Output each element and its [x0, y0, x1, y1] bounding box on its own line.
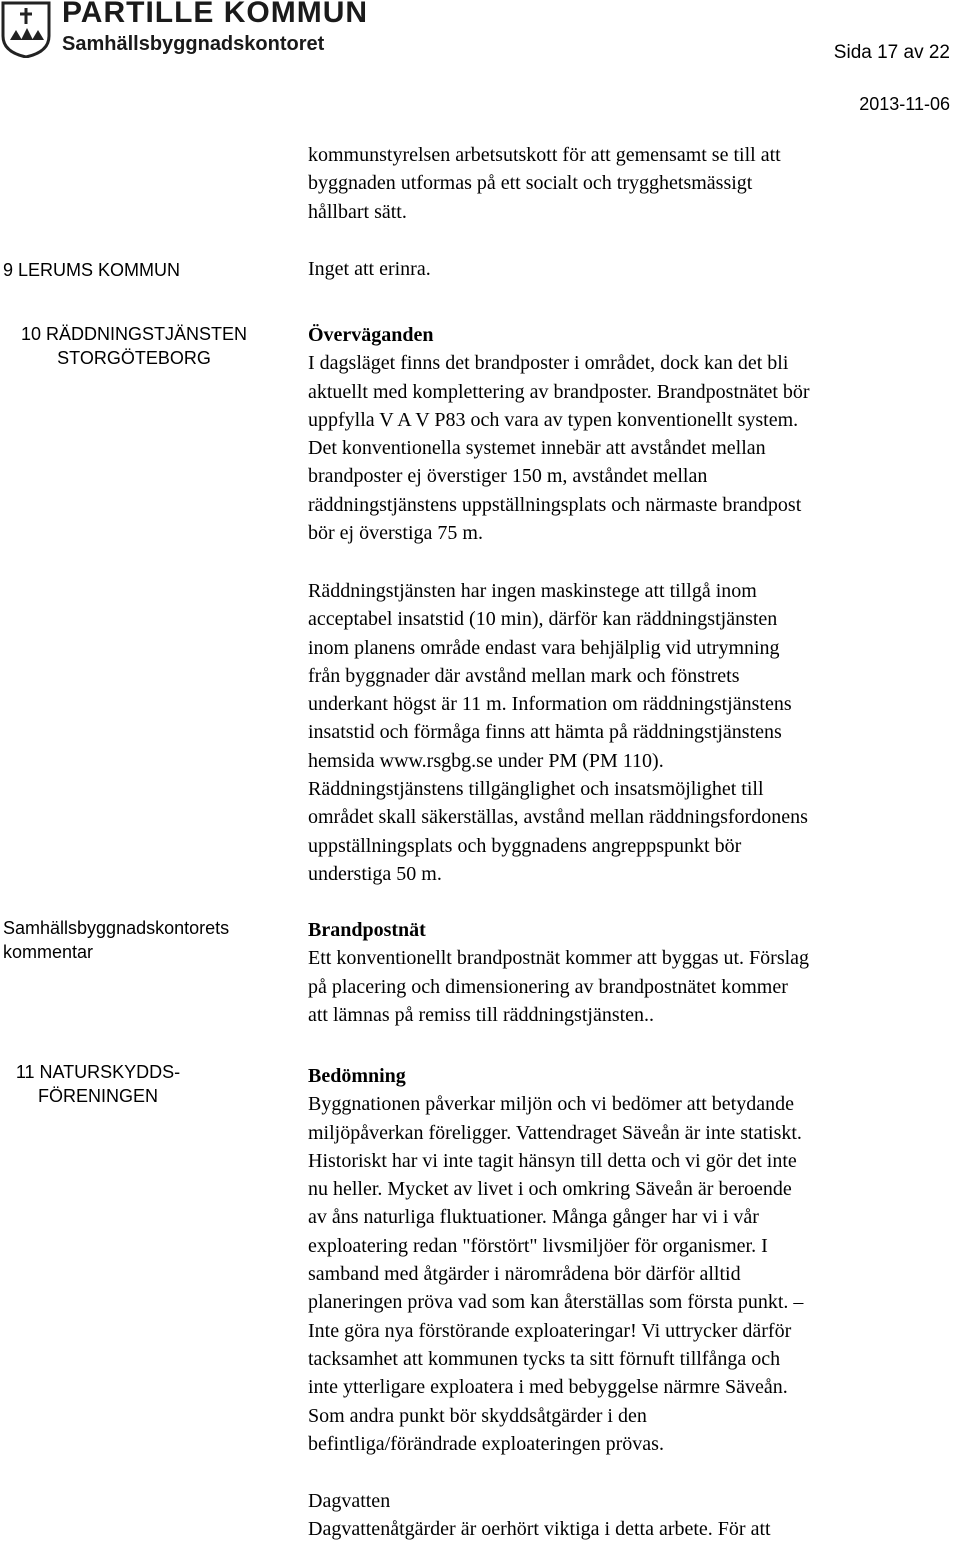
label-line: FÖRENINGEN [37, 1086, 158, 1106]
text-line: acceptabel insatstid (10 min), därför kan räddningstjänsten [308, 608, 778, 631]
text-line: samband med åtgärder i närområdena bör därför alltid [308, 1263, 741, 1286]
label-line: STORGÖTEBORG [57, 348, 211, 368]
text-line: Räddningstjänsten har ingen maskinstege att tillgå inom [308, 580, 757, 602]
page-info: Sida 17 av 22 [833, 42, 950, 63]
text-line: uppfylla V A V P83 och vara av typen konventionellt system. [308, 408, 799, 431]
text-line: att lämnas på remiss till räddningstjänsten.. [308, 1003, 655, 1026]
text-line: hemsida www.rsgbg.se under PM (PM 110). [308, 749, 664, 772]
text-line: tacksamhet att kommunen tycks ta sitt förnuft tillfånga och [308, 1347, 781, 1370]
text-line: Inte göra nya förstörande exploateringar! Vi uttrycker därför [308, 1319, 792, 1342]
dept-name: Samhällsbyggnadskontoret [62, 33, 325, 55]
text-line: räddningstjänstens uppställningsplats och närmaste brandpost [308, 493, 802, 516]
dagvatten-section [308, 1487, 948, 1544]
natur-section [308, 1062, 948, 1458]
section-subheading: Dagvatten [308, 1490, 391, 1512]
rsg-section [308, 321, 948, 547]
document-date: 2013-11-06 [859, 94, 950, 114]
text-line: Historiskt har vi inte tagit hänsyn till detta och vi gör det inte [308, 1149, 797, 1172]
text-line: understiga 50 m. [308, 862, 442, 885]
text-line: exploatering redan "förstört" livsmiljöer för organismer. I [308, 1234, 768, 1257]
text-line: miljöpåverkan föreligger. Vattendraget Säveån är inte statiskt. [308, 1121, 802, 1144]
org-name: PARTILLE KOMMUN [62, 0, 369, 29]
section-heading: Överväganden [308, 324, 434, 346]
section-label-rsg [3, 322, 265, 370]
text-line: Det konventionella systemet innebär att avståndet mellan [308, 437, 766, 460]
text-line: hållbart sätt. [308, 200, 407, 223]
rsg-paragraph-2 [308, 577, 948, 888]
text-line: bör ej överstiga 75 m. [308, 522, 483, 545]
section-heading: Brandpostnät [308, 919, 426, 941]
municipality-logo-icon [0, 0, 52, 58]
text-line: kommunstyrelsen arbetsutskott för att gemensamt se till att [308, 144, 781, 166]
label-line: Samhällsbyggnadskontorets [3, 918, 230, 938]
section-label-lerum: 9 LERUMS KOMMUN [3, 260, 181, 280]
text-line: Byggnationen påverkar miljön och vi bedömer att betydande [308, 1093, 794, 1116]
section-label-comment [3, 916, 229, 964]
intro-paragraph [308, 141, 948, 226]
text-line: Som andra punkt bör skyddsåtgärder i den [308, 1404, 647, 1427]
text-line: uppställningsplats och byggnadens angreppspunkt bör [308, 834, 742, 857]
text-line: Räddningstjänstens tillgänglighet och insatsmöjlighet till [308, 778, 764, 801]
section-label-natur [3, 1060, 193, 1108]
text-line: av åns naturliga fluktuationer. Många gånger har vi i vår [308, 1206, 759, 1229]
text-line: nu heller. Mycket av livet i och omkring Säveån är beroende [308, 1178, 792, 1201]
label-line: 11 NATURSKYDDS- [15, 1062, 181, 1082]
text-line: inte ytterligare exploatera i med bebyggelse närmre Säveån. [308, 1376, 788, 1399]
text-line: Dagvattenåtgärder är oerhört viktiga i detta arbete. För att [308, 1518, 771, 1541]
lerum-text: Inget att erinra. [308, 258, 431, 280]
text-line: från byggnader där avstånd mellan mark och fönstrets [308, 664, 740, 687]
text-line: byggnaden utformas på ett socialt och trygghetsmässigt [308, 172, 753, 195]
text-line: inom planens område endast vara behjälplig vid utrymning [308, 636, 780, 659]
text-line: området skall säkerställas, avstånd mellan räddningsfordonens [308, 806, 808, 829]
comment-section [308, 916, 948, 1029]
text-line: underkant högst är 11 m. Information om räddningstjänstens [308, 693, 792, 716]
section-heading: Bedömning [308, 1065, 406, 1087]
text-line: planeringen pröva vad som kan återställas som första punkt. – [308, 1291, 804, 1314]
label-line: kommentar [3, 942, 94, 962]
text-line: Ett konventionellt brandpostnät kommer att byggas ut. Förslag [308, 947, 810, 970]
text-line: insatstid och förmåga finns att hämta på räddningstjänstens [308, 721, 782, 744]
text-line: aktuellt med komplettering av brandposter. Brandpostnätet bör [308, 380, 810, 403]
text-line: I dagsläget finns det brandposter i området, dock kan det bli [308, 352, 789, 375]
label-line: 10 RÄDDNINGSTJÄNSTEN [20, 324, 248, 344]
text-line: befintliga/förändrade exploateringen prövas. [308, 1432, 664, 1455]
text-line: på placering och dimensionering av brandpostnätet kommer [308, 975, 788, 998]
text-line: brandposter ej överstiger 150 m, avståndet mellan [308, 465, 708, 488]
